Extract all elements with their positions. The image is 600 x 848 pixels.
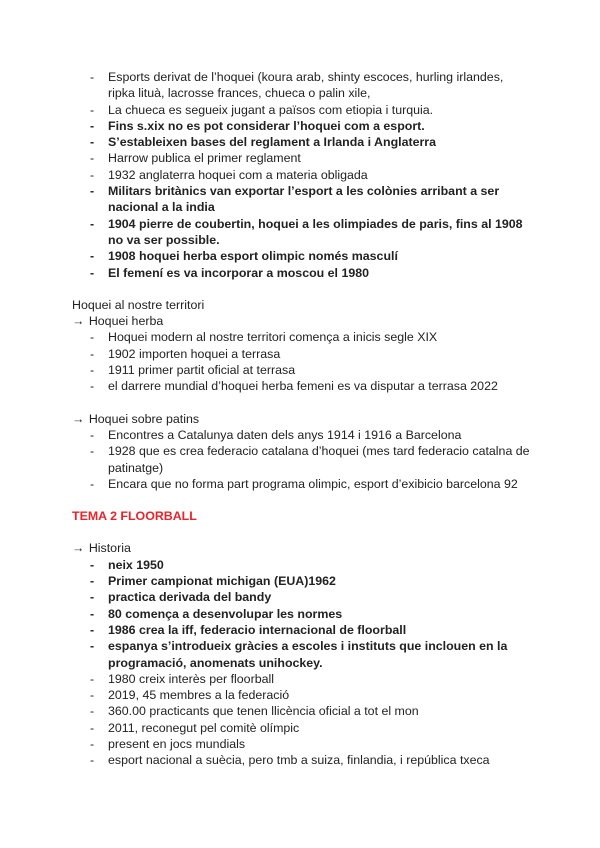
dash-bullet: - <box>90 184 95 199</box>
dash-bullet: - <box>90 753 95 768</box>
list-item-text: Harrow publica el primer reglament <box>108 151 301 166</box>
list-item <box>72 248 532 264</box>
list-item-text: esport nacional a suècia, pero tmb a suiza, finlandia, i república txeca <box>108 753 490 768</box>
dash-bullet: - <box>90 167 95 182</box>
list-item <box>72 150 532 166</box>
spacer <box>72 395 532 411</box>
dash-bullet: - <box>90 736 95 751</box>
arrow-right-icon: → <box>72 541 85 556</box>
subsection-heading-patins <box>72 411 532 427</box>
dash-bullet: - <box>90 606 95 621</box>
spacer <box>72 524 532 540</box>
list-item <box>72 329 532 345</box>
list-item <box>72 69 532 102</box>
list-item <box>72 671 532 687</box>
dash-bullet: - <box>90 590 95 605</box>
subsection-label: Hoquei sobre patins <box>88 411 200 426</box>
dash-bullet: - <box>90 363 95 378</box>
list-item <box>72 102 532 118</box>
list-item <box>72 443 532 476</box>
subsection-label: Hoquei herba <box>88 314 164 329</box>
list-item-text: practica derivada del bandy <box>108 590 272 605</box>
dash-bullet: - <box>90 216 95 231</box>
dash-bullet: - <box>90 265 95 280</box>
list-item <box>72 720 532 736</box>
list-item <box>72 346 532 362</box>
list-item <box>72 589 532 605</box>
hockey-origins-list <box>72 69 532 281</box>
list-item <box>72 183 532 216</box>
list-item-text: espanya s’introdueix gràcies a escoles i instituts que inclouen en la programació, anomenats unihockey. <box>108 639 508 670</box>
list-item <box>72 752 532 768</box>
list-item-text: 1908 hoquei herba esport olimpic només masculí <box>108 249 398 264</box>
list-item <box>72 476 532 492</box>
list-item <box>72 378 532 394</box>
list-item-text: S’estableixen bases del reglament a Irlanda i Anglaterra <box>108 135 437 150</box>
dash-bullet: - <box>90 639 95 654</box>
list-item-text: La chueca es segueix jugant a països com etiopia i turquia. <box>108 102 434 117</box>
list-item <box>72 362 532 378</box>
subsection-heading-historia <box>72 540 532 556</box>
list-item <box>72 118 532 134</box>
dash-bullet: - <box>90 135 95 150</box>
list-item-text: 80 comença a desenvolupar les normes <box>108 606 343 621</box>
dash-bullet: - <box>90 671 95 686</box>
list-item-text: neix 1950 <box>108 557 164 572</box>
dash-bullet: - <box>90 118 95 133</box>
spacer <box>72 492 532 508</box>
list-item <box>72 638 532 671</box>
dash-bullet: - <box>90 249 95 264</box>
list-item-text: Encontres a Catalunya daten dels anys 1914 i 1916 a Barcelona <box>108 427 462 442</box>
dash-bullet: - <box>90 720 95 735</box>
list-item-text: Fins s.xix no es pot considerar l’hoquei com a esport. <box>108 118 425 133</box>
subsection-label: Historia <box>88 541 131 556</box>
section-title: Hoquei al nostre territori <box>72 297 205 312</box>
list-item <box>72 687 532 703</box>
arrow-right-icon: → <box>72 411 85 426</box>
list-item <box>72 557 532 573</box>
list-item-text: 1902 importen hoquei a terrasa <box>108 346 281 361</box>
list-item-text: 1928 que es crea federacio catalana d’hoquei (mes tard federacio catalna de patinatge) <box>108 444 530 475</box>
dash-bullet: - <box>90 151 95 166</box>
list-item <box>72 606 532 622</box>
dash-bullet: - <box>90 330 95 345</box>
list-item-text: 1911 primer partit oficial at terrasa <box>108 363 296 378</box>
list-item-text: el darrere mundial d’hoquei herba femeni es va disputar a terrasa 2022 <box>108 379 498 394</box>
list-item-text: Encara que no forma part programa olimpic, esport d’exibicio barcelona 92 <box>108 476 518 491</box>
list-item-text: 1986 crea la iff, federacio internacional de floorball <box>108 622 407 637</box>
dash-bullet: - <box>90 688 95 703</box>
spacer <box>72 281 532 297</box>
list-item-text: Hoquei modern al nostre territori comença a inicis segle XIX <box>108 330 438 345</box>
list-item-text: present en jocs mundials <box>108 736 246 751</box>
list-item-text: 2011, reconegut pel comitè olímpic <box>108 720 300 735</box>
list-item-text: 1904 pierre de coubertin, hoquei a les olimpiades de paris, fins al 1908 no va ser possible. <box>108 216 523 247</box>
list-item <box>72 703 532 719</box>
dash-bullet: - <box>90 444 95 459</box>
list-item <box>72 134 532 150</box>
list-item <box>72 736 532 752</box>
list-item <box>72 265 532 281</box>
list-item-text: Primer campionat michigan (EUA)1962 <box>108 574 336 589</box>
dash-bullet: - <box>90 70 95 84</box>
list-item-text: El femení es va incorporar a moscou el 1980 <box>108 265 370 280</box>
list-item-text: 1932 anglaterra hoquei com a materia obligada <box>108 167 368 182</box>
hoquei-patins-list <box>72 427 532 492</box>
list-item <box>72 427 532 443</box>
list-item <box>72 216 532 249</box>
dash-bullet: - <box>90 704 95 719</box>
dash-bullet: - <box>90 476 95 491</box>
floorball-history-list <box>72 557 532 769</box>
list-item-text: 2019, 45 membres a la federació <box>108 688 290 703</box>
list-item <box>72 167 532 183</box>
list-item <box>72 622 532 638</box>
dash-bullet: - <box>90 379 95 394</box>
dash-bullet: - <box>90 557 95 572</box>
list-item-text: 360.00 practicants que tenen llicència oficial a tot el mon <box>108 704 419 719</box>
subsection-heading-herba <box>72 313 532 329</box>
dash-bullet: - <box>90 102 95 117</box>
list-item-text: Esports derivat de l’hoquei (koura arab, shinty escoces, hurling irlandes, ripka lituà, lacrosse frances, chueca o palin xile, <box>108 70 504 101</box>
dash-bullet: - <box>90 346 95 361</box>
dash-bullet: - <box>90 622 95 637</box>
list-item <box>72 573 532 589</box>
topic-heading: TEMA 2 FLOORBALL <box>72 509 197 524</box>
arrow-right-icon: → <box>72 314 85 329</box>
document-content <box>72 69 532 769</box>
list-item-text: 1980 creix interès per floorball <box>108 671 274 686</box>
list-item-text: Militars britànics van exportar l’esport a les colònies arribant a ser nacional a la india <box>108 184 500 215</box>
dash-bullet: - <box>90 427 95 442</box>
hoquei-herba-list <box>72 329 532 394</box>
dash-bullet: - <box>90 574 95 589</box>
